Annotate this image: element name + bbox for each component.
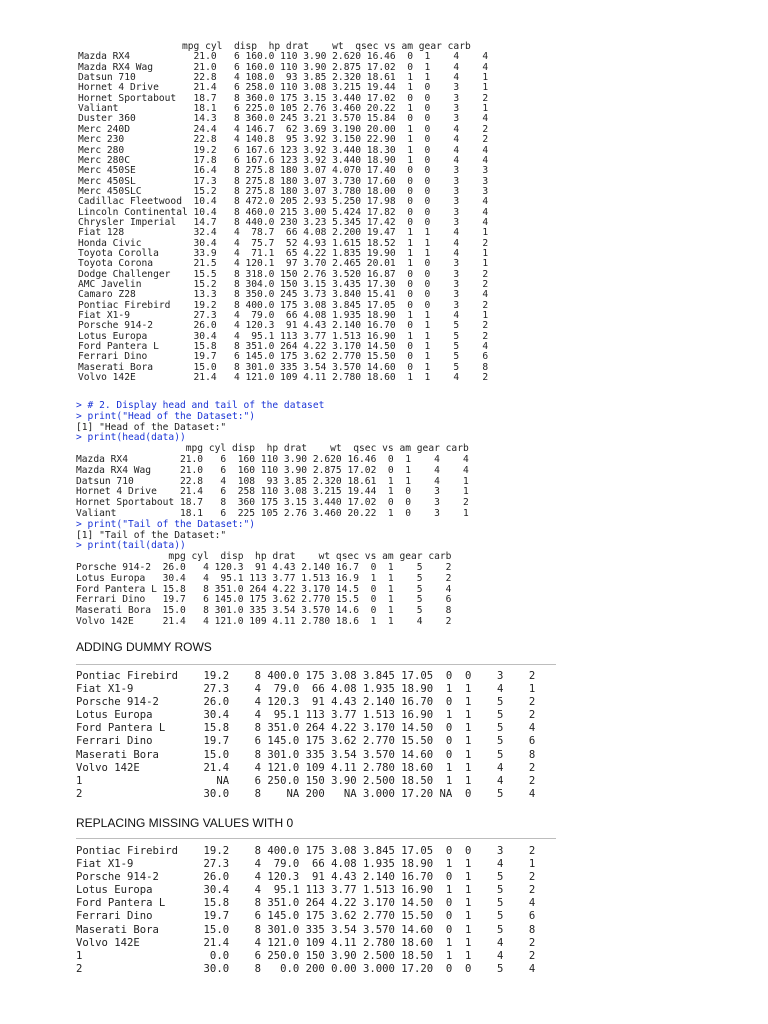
table-row: Lotus Europa 30.4 4 95.1 113 3.77 1.513 16.90 1 1 5 2 [76, 884, 536, 897]
section-heading-replace-missing: REPLACING MISSING VALUES WITH 0 [76, 816, 294, 830]
section-divider [76, 664, 556, 665]
table-row: 2 30.0 8 0.0 200 0.00 3.000 17.20 0 0 5 4 [76, 962, 536, 975]
table-row: Ferrari Dino 19.7 6 145.0 175 3.62 2.770 15.50 0 1 5 6 [76, 735, 536, 748]
table-row: 1 NA 6 250.0 150 3.90 2.500 18.50 1 1 4 2 [76, 774, 536, 787]
table-row: Merc 280 19.2 6 167.6 123 3.92 3.440 18.30 1 0 4 4 [78, 144, 489, 156]
console-output: Porsche 914-2 26.0 4 120.3 91 4.43 2.140 16.7 0 1 5 2 [76, 561, 452, 573]
section-divider [76, 838, 556, 839]
console-output: Ferrari Dino 19.7 6 145.0 175 3.62 2.770 15.5 0 1 5 6 [76, 594, 452, 606]
table-row: Ford Pantera L 15.8 8 351.0 264 4.22 3.170 14.50 0 1 5 4 [76, 897, 536, 910]
console-output: Valiant 18.1 6 225 105 2.76 3.460 20.22 1 0 3 1 [76, 507, 469, 519]
table-row: Volvo 142E 21.4 4 121.0 109 4.11 2.780 18.60 1 1 4 2 [78, 372, 489, 384]
table-row: Lincoln Continental 10.4 8 460.0 215 3.00 5.424 17.82 0 0 3 4 [78, 206, 489, 218]
table-row: Porsche 914-2 26.0 4 120.3 91 4.43 2.140 16.70 0 1 5 2 [76, 871, 536, 884]
table-row: Merc 240D 24.4 4 146.7 62 3.69 3.190 20.00 1 0 4 2 [78, 123, 489, 135]
console-command: > print("Head of the Dataset:") [76, 410, 256, 422]
console-output: Hornet 4 Drive 21.4 6 258 110 3.08 3.215 19.44 1 0 3 1 [76, 486, 469, 498]
table-row: Pontiac Firebird 19.2 8 400.0 175 3.08 3.845 17.05 0 0 3 2 [76, 845, 536, 857]
console-output: Mazda RX4 21.0 6 160 110 3.90 2.620 16.46 0 1 4 4 [76, 453, 469, 465]
console-command: > print(head(data)) [76, 432, 186, 444]
table-row: 1 0.0 6 250.0 150 3.90 2.500 18.50 1 1 4 2 [76, 949, 536, 962]
console-lines [76, 401, 469, 628]
dummy-rows-output [76, 670, 535, 801]
console-output: Volvo 142E 21.4 4 121.0 109 4.11 2.780 18.6 1 1 4 2 [76, 615, 452, 627]
table-row: Lotus Europa 30.4 4 95.1 113 3.77 1.513 16.90 1 1 5 2 [78, 330, 489, 342]
table-header: mpg cyl disp hp drat wt qsec vs am gear carb [78, 41, 471, 52]
table-row: Toyota Corolla 33.9 4 71.1 65 4.22 1.835 19.90 1 1 4 1 [78, 247, 489, 259]
table-row: Fiat 128 32.4 4 78.7 66 4.08 2.200 19.47 1 1 4 1 [78, 227, 489, 239]
dataset-full-output [78, 42, 488, 383]
replaced-values-output [76, 845, 535, 976]
replaced-rows [76, 845, 535, 976]
console-output: mpg cyl disp hp drat wt qsec vs am gear carb [76, 443, 469, 455]
table-row: Maserati Bora 15.0 8 301.0 335 3.54 3.570 14.60 0 1 5 8 [78, 361, 489, 373]
table-row: Merc 280C 17.8 6 167.6 123 3.92 3.440 18.90 1 0 4 4 [78, 154, 489, 166]
table-row: Merc 230 22.8 4 140.8 95 3.92 3.150 22.90 1 0 4 2 [78, 134, 489, 146]
table-row: Maserati Bora 15.0 8 301.0 335 3.54 3.570 14.60 0 1 5 8 [76, 748, 536, 761]
console-output: Maserati Bora 15.0 8 301.0 335 3.54 3.570 14.6 0 1 5 8 [76, 605, 452, 617]
console-command: > print("Tail of the Dataset:") [76, 518, 256, 530]
table-row: Pontiac Firebird 19.2 8 400.0 175 3.08 3.845 17.05 0 0 3 2 [76, 670, 536, 682]
table-row: Valiant 18.1 6 225.0 105 2.76 3.460 20.22 1 0 3 1 [78, 103, 489, 115]
table-row: Fiat X1-9 27.3 4 79.0 66 4.08 1.935 18.90 1 1 4 1 [76, 858, 536, 871]
head-tail-console [76, 401, 469, 628]
table-row: 2 30.0 8 NA 200 NA 3.000 17.20 NA 0 5 4 [76, 787, 536, 800]
table-row: Ford Pantera L 15.8 8 351.0 264 4.22 3.170 14.50 0 1 5 4 [76, 722, 536, 735]
dataset-rows [78, 52, 488, 383]
table-row: Merc 450SLC 15.2 8 275.8 180 3.07 3.780 18.00 0 0 3 3 [78, 185, 489, 197]
table-row: Maserati Bora 15.0 8 301.0 335 3.54 3.570 14.60 0 1 5 8 [76, 923, 536, 936]
table-row: Chrysler Imperial 14.7 8 440.0 230 3.23 5.345 17.42 0 0 3 4 [78, 216, 489, 228]
console-output: [1] "Tail of the Dataset:" [76, 529, 227, 541]
table-row: Mazda RX4 21.0 6 160.0 110 3.90 2.620 16.46 0 1 4 4 [78, 51, 489, 63]
console-output: Ford Pantera L 15.8 8 351.0 264 4.22 3.170 14.5 0 1 5 4 [76, 583, 452, 595]
console-output: mpg cyl disp hp drat wt qsec vs am gear carb [76, 551, 452, 563]
table-row: Fiat X1-9 27.3 4 79.0 66 4.08 1.935 18.90 1 1 4 1 [76, 683, 536, 696]
table-row: Lotus Europa 30.4 4 95.1 113 3.77 1.513 16.90 1 1 5 2 [76, 709, 536, 722]
console-output: Lotus Europa 30.4 4 95.1 113 3.77 1.513 16.9 1 1 5 2 [76, 572, 452, 584]
table-row: Merc 450SE 16.4 8 275.8 180 3.07 4.070 17.40 0 0 3 3 [78, 165, 489, 177]
table-row: Merc 450SL 17.3 8 275.8 180 3.07 3.730 17.60 0 0 3 3 [78, 175, 489, 187]
table-row: Porsche 914-2 26.0 4 120.3 91 4.43 2.140 16.70 0 1 5 2 [76, 696, 536, 709]
table-row: Hornet 4 Drive 21.4 6 258.0 110 3.08 3.215 19.44 1 0 3 1 [78, 82, 489, 94]
table-row: Ferrari Dino 19.7 6 145.0 175 3.62 2.770 15.50 0 1 5 6 [76, 910, 536, 923]
dummy-rows [76, 670, 535, 801]
table-row: Ford Pantera L 15.8 8 351.0 264 4.22 3.170 14.50 0 1 5 4 [78, 341, 489, 353]
table-row: Datsun 710 22.8 4 108.0 93 3.85 2.320 18.61 1 1 4 1 [78, 72, 489, 84]
console-output: [1] "Head of the Dataset:" [76, 421, 227, 433]
table-row: AMC Javelin 15.2 8 304.0 150 3.15 3.435 17.30 0 0 3 2 [78, 278, 489, 290]
table-row: Duster 360 14.3 8 360.0 245 3.21 3.570 15.84 0 0 3 4 [78, 113, 489, 125]
section-heading-adding-rows: ADDING DUMMY ROWS [76, 640, 212, 654]
table-row: Mazda RX4 Wag 21.0 6 160.0 110 3.90 2.875 17.02 0 1 4 4 [78, 61, 489, 73]
table-row: Honda Civic 30.4 4 75.7 52 4.93 1.615 18.52 1 1 4 2 [78, 237, 489, 249]
console-output: Datsun 710 22.8 4 108 93 3.85 2.320 18.61 1 1 4 1 [76, 475, 469, 487]
console-output: Mazda RX4 Wag 21.0 6 160 110 3.90 2.875 17.02 0 1 4 4 [76, 464, 469, 476]
table-row: Camaro Z28 13.3 8 350.0 245 3.73 3.840 15.41 0 0 3 4 [78, 289, 489, 301]
table-row: Dodge Challenger 15.5 8 318.0 150 2.76 3.520 16.87 0 0 3 2 [78, 268, 489, 280]
table-row: Porsche 914-2 26.0 4 120.3 91 4.43 2.140 16.70 0 1 5 2 [78, 320, 489, 332]
table-row: Volvo 142E 21.4 4 121.0 109 4.11 2.780 18.60 1 1 4 2 [76, 761, 536, 774]
table-row: Cadillac Fleetwood 10.4 8 472.0 205 2.93 5.250 17.98 0 0 3 4 [78, 196, 489, 208]
console-command: > print(tail(data)) [76, 540, 186, 552]
table-row: Toyota Corona 21.5 4 120.1 97 3.70 2.465 20.01 1 0 3 1 [78, 258, 489, 270]
table-row: Pontiac Firebird 19.2 8 400.0 175 3.08 3.845 17.05 0 0 3 2 [78, 299, 489, 311]
console-command: > # 2. Display head and tail of the dataset [76, 400, 325, 411]
table-row: Volvo 142E 21.4 4 121.0 109 4.11 2.780 18.60 1 1 4 2 [76, 936, 536, 949]
table-row: Ferrari Dino 19.7 6 145.0 175 3.62 2.770 15.50 0 1 5 6 [78, 351, 489, 363]
table-row: Hornet Sportabout 18.7 8 360.0 175 3.15 3.440 17.02 0 0 3 2 [78, 92, 489, 104]
table-row: Fiat X1-9 27.3 4 79.0 66 4.08 1.935 18.90 1 1 4 1 [78, 310, 489, 321]
console-output: Hornet Sportabout 18.7 8 360 175 3.15 3.440 17.02 0 0 3 2 [76, 497, 469, 509]
